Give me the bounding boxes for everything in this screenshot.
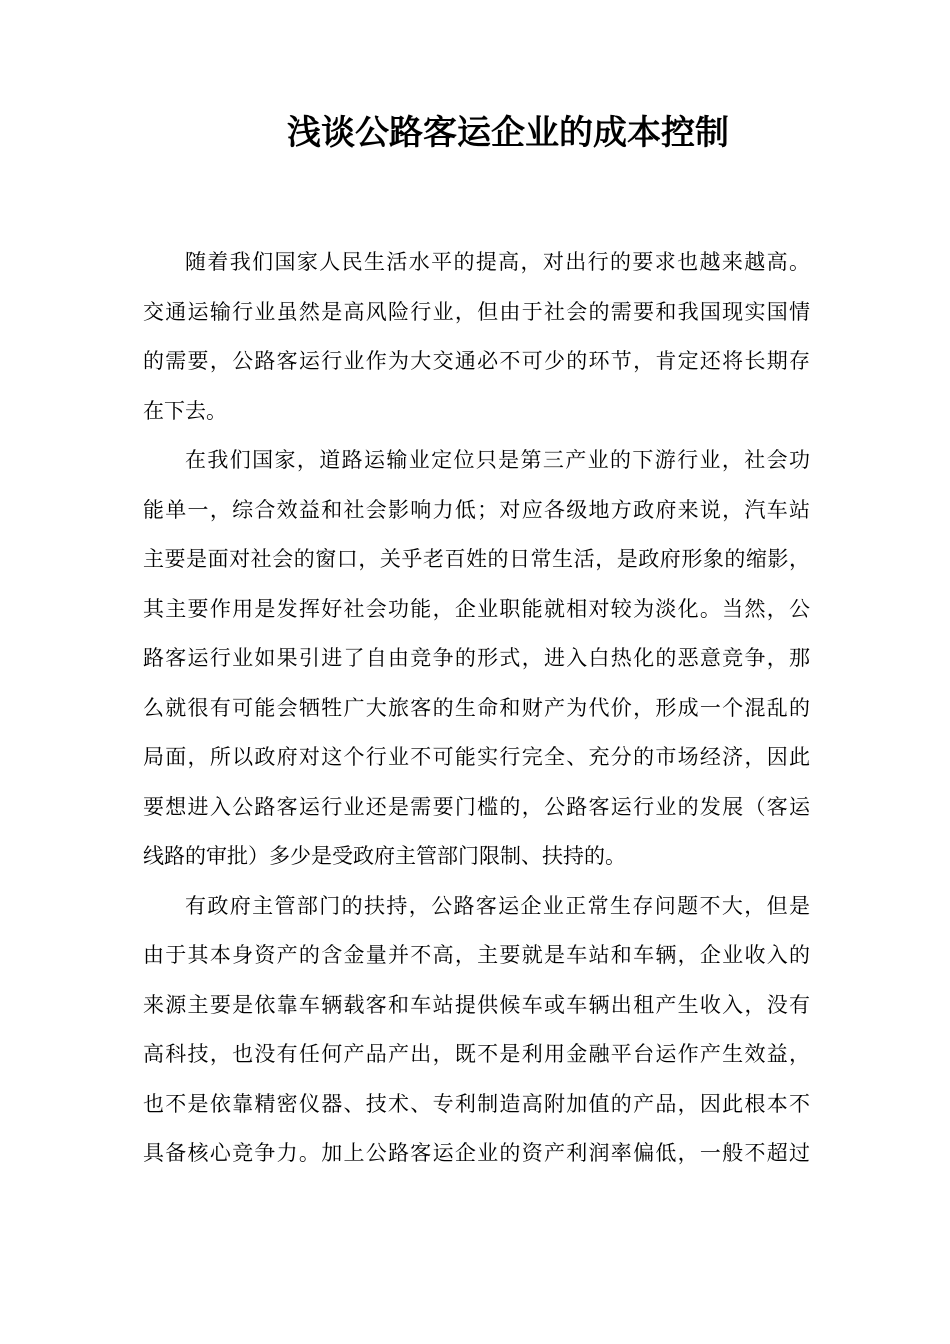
paragraph-2-line-9: 线路的审批）多少是受政府主管部门限制、扶持的。 [143, 844, 626, 868]
document-title: 浅谈公路客运企业的成本控制 [287, 113, 729, 153]
paragraph-2-line-6: 么就很有可能会牺牲广大旅客的生命和财产为代价，形成一个混乱的 [143, 695, 810, 720]
paragraph-2-line-4: 其主要作用是发挥好社会功能，企业职能就相对较为淡化。当然，公 [143, 596, 810, 621]
paragraph-2-line-3: 主要是面对社会的窗口，关乎老百姓的日常生活，是政府形象的缩影， [143, 547, 810, 571]
paragraph-1-line-3: 的需要，公路客运行业作为大交通必不可少的环节，肯定还将长期存 [143, 349, 810, 373]
paragraph-2-line-1: 在我们国家，道路运输业定位只是第三产业的下游行业，社会功 [185, 448, 810, 472]
paragraph-2-line-2: 能单一，综合效益和社会影响力低；对应各级地方政府来说，汽车站 [143, 497, 810, 522]
paragraph-3-line-5: 也不是依靠精密仪器、技术、专利制造高附加值的产品，因此根本不 [143, 1091, 810, 1116]
paragraph-1-line-4: 在下去。 [143, 398, 227, 423]
paragraph-3-line-6: 具备核心竞争力。加上公路客运企业的资产利润率偏低，一般不超过 [143, 1141, 810, 1165]
paragraph-1-line-1: 随着我们国家人民生活水平的提高，对出行的要求也越来越高。 [185, 250, 810, 274]
paragraph-2-line-7: 局面，所以政府对这个行业不可能实行完全、充分的市场经济，因此 [143, 745, 810, 769]
paragraph-2-line-5: 路客运行业如果引进了自由竞争的形式，进入白热化的恶意竞争，那 [143, 646, 810, 670]
paragraph-3-line-1: 有政府主管部门的扶持，公路客运企业正常生存问题不大，但是 [185, 893, 810, 918]
paragraph-1-line-2: 交通运输行业虽然是高风险行业，但由于社会的需要和我国现实国情 [143, 299, 810, 324]
document-body [143, 238, 810, 1179]
paragraph-3-line-3: 来源主要是依靠车辆载客和车站提供候车或车辆出租产生收入，没有 [143, 992, 810, 1017]
paragraph-2-line-8: 要想进入公路客运行业还是需要门槛的，公路客运行业的发展（客运 [143, 794, 810, 819]
paragraph-3-line-2: 由于其本身资产的含金量并不高，主要就是车站和车辆，企业收入的 [143, 943, 810, 967]
paragraph-3-line-4: 高科技，也没有任何产品产出，既不是利用金融平台运作产生效益， [143, 1042, 810, 1066]
